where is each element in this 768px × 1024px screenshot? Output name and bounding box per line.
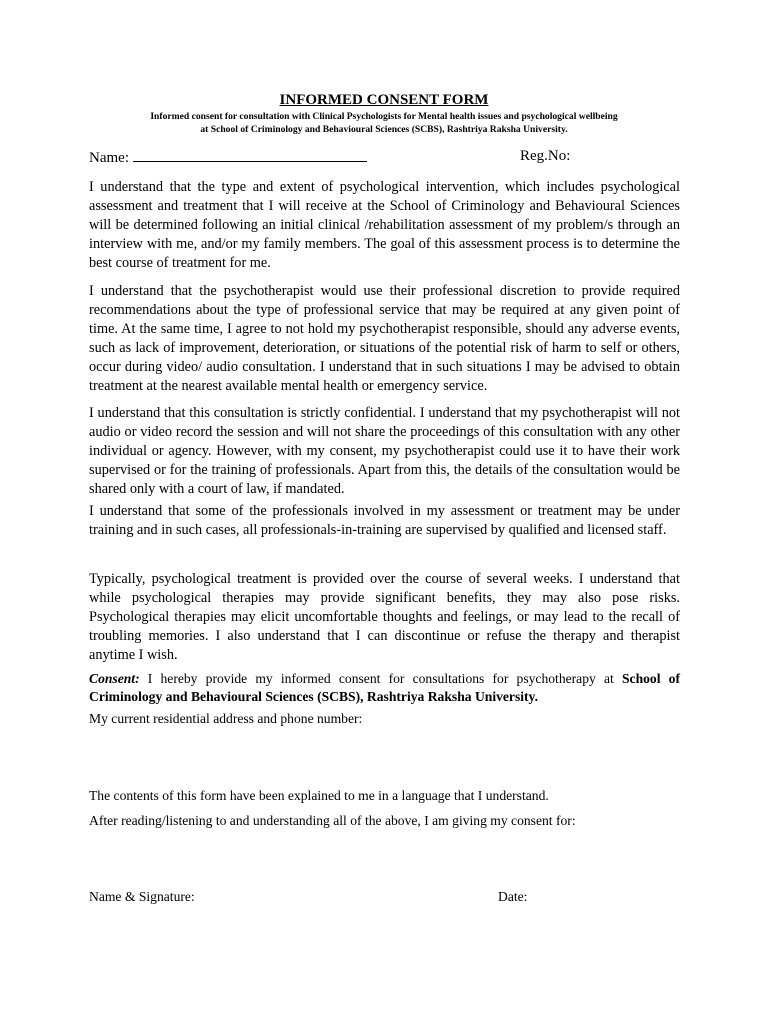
subtitle-line-1: Informed consent for consultation with Clinical Psychologists for Mental health issues and psychological wellbeing (150, 111, 618, 122)
consent-text: I hereby provide my informed consent for consultations for psychotherapy at (139, 671, 622, 686)
paragraph-confidentiality: I understand that this consultation is strictly confidential. I understand that my psychotherapist will not audio or video record the session and will not share the proceedings of this consultation with any other individual or agency. However, with my consent, my psychotherapist could use it to have their work supervised or for the training of professionals. Apart from this, the details of the consultation would be shared only with a court of law, if mandated. (89, 405, 680, 498)
name-blank-line[interactable] (133, 148, 367, 162)
paragraph-treatment: Typically, psychological treatment is provided over the course of several weeks. I understand that while psychological therapies may provide significant benefits, they may also pose risks. Psychological therapies may elicit uncomfortable thoughts and feelings, or may lead to the recall of troubling memories. I also understand that I can discontinue or refuse the therapy and therapist anytime I wish. (89, 571, 680, 664)
paragraph-assessment: I understand that the type and extent of psychological intervention, which includes psychological assessment and treatment that I will receive at the School of Criminology and Behavioural Sciences will be determined following an initial clinical /rehabilitation assessment of my problem/s through an interview with me, and/or my family members. The goal of this assessment process is to determine the best course of treatment for me. (89, 179, 680, 272)
after-reading-text: After reading/listening to and understanding all of the above, I am giving my consent for: (89, 813, 576, 828)
date-label: Date: (498, 889, 528, 904)
paragraph-discretion: I understand that the psychotherapist would use their professional discretion to provide required recommendations about the type of professional service that may be required at any given point of time. At the same time, I agree to not hold my psychotherapist responsible, should any adverse events, such as lack of improvement, deterioration, or situations of the potential risk of harm to self or others, occur during video/ audio consultation. I understand that in such situations I may be advised to obtain treatment at the nearest available mental health or emergency service. (89, 283, 680, 395)
consent-statement (89, 670, 680, 706)
regno-label: Reg.No: (520, 148, 571, 164)
name-label: Name: (89, 150, 129, 166)
explained-text: The contents of this form have been explained to me in a language that I understand. (89, 788, 549, 803)
subtitle-line-2: at School of Criminology and Behavioural Sciences (SCBS), Rashtriya Raksha University. (200, 124, 568, 135)
name-signature-label: Name & Signature: (89, 889, 195, 904)
consent-label: Consent: (89, 671, 140, 686)
name-field[interactable] (89, 148, 367, 167)
address-label: My current residential address and phone number: (89, 711, 363, 726)
regno-field[interactable] (520, 148, 570, 165)
form-title: INFORMED CONSENT FORM (279, 92, 489, 108)
form-subtitle (0, 110, 768, 136)
paragraph-training: I understand that some of the professionals involved in my assessment or treatment may be under training and in such cases, all professionals-in-training are supervised by qualified and licensed staff. (89, 503, 680, 539)
consent-institution: School of Criminology and Behavioural Sciences (SCBS), Rashtriya Raksha University. (89, 671, 680, 704)
